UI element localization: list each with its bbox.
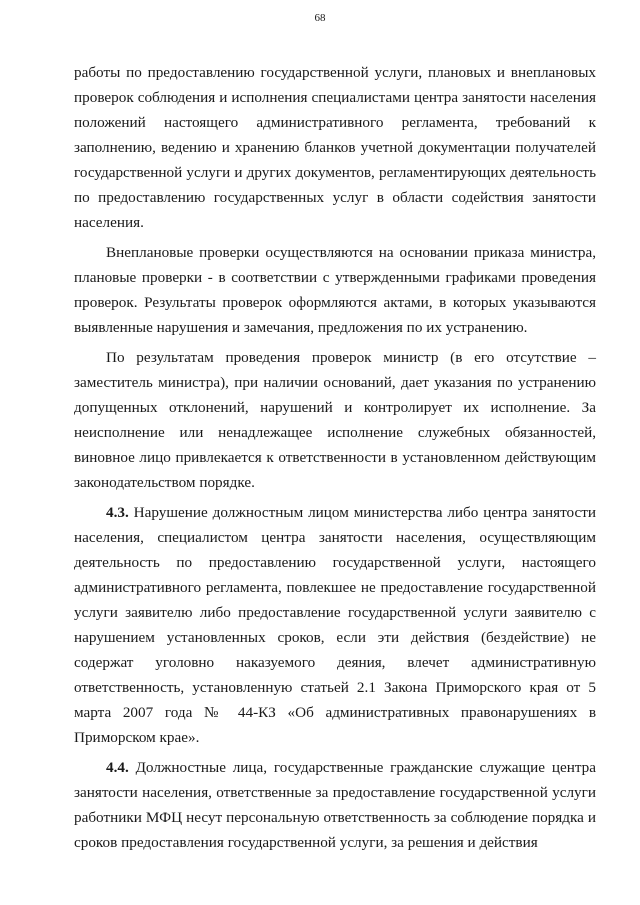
paragraph-unscheduled-inspections: [74, 240, 596, 340]
paragraph-4-4: [74, 755, 596, 855]
paragraph-4-3: [74, 500, 596, 750]
page-number: 68: [314, 12, 326, 24]
paragraph-text: Нарушение должностным лицом министерства либо центра занятости населения, специалистом центра занятости населения, осуществляющим деятельность по предоставлению государственной услуги, настоящего административного регламента, повлекшее не предоставление государственной услуги заявителю либо предоставление государственной услуги заявителю с нарушением установленных сроков, если эти действия (бездействие) не содержат уголовно наказуемого деяния, влечет административную ответственность, установленную статьей 2.1 Закона Приморского края от 5 марта 2007 года № 44-КЗ «Об административных правонарушениях в Приморском крае».: [74, 504, 596, 746]
paragraph-inspection-results: [74, 345, 596, 495]
paragraph-text: Внеплановые проверки осуществляются на основании приказа министра, плановые проверки - в соответствии с утвержденными графиками проведения проверок. Результаты проверок оформляются актами, в которых указываются выявленные нарушения и замечания, предложения по их устранению.: [74, 244, 596, 336]
paragraph-text: Должностные лица, государственные гражданские служащие центра занятости населения, ответственные за предоставление государственной услуги работники МФЦ несут персональную ответственность за соблюдение порядка и сроков предоставления государственной услуги, за решения и действия: [74, 759, 596, 851]
section-number: 4.3.: [106, 504, 129, 521]
paragraph-text: работы по предоставлению государственной услуги, плановых и внеплановых проверок соблюдения и исполнения специалистами центра занятости населения положений настоящего административного регламента, требований к заполнению, ведению и хранению бланков учетной документации получателей государственной услуги и других документов, регламентирующих деятельность по предоставлению государственных услуг в области содействия занятости населения.: [74, 64, 596, 231]
paragraph-text: По результатам проведения проверок министр (в его отсутствие – заместитель министра), при наличии оснований, дает указания по устранению допущенных отклонений, нарушений и контролирует их исполнение. За неисполнение или ненадлежащее исполнение служебных обязанностей, виновное лицо привлекается к ответственности в установленном действующим законодательством порядке.: [74, 349, 596, 491]
document-body: [74, 60, 596, 860]
paragraph-continuation: [74, 60, 596, 235]
section-number: 4.4.: [106, 759, 129, 776]
